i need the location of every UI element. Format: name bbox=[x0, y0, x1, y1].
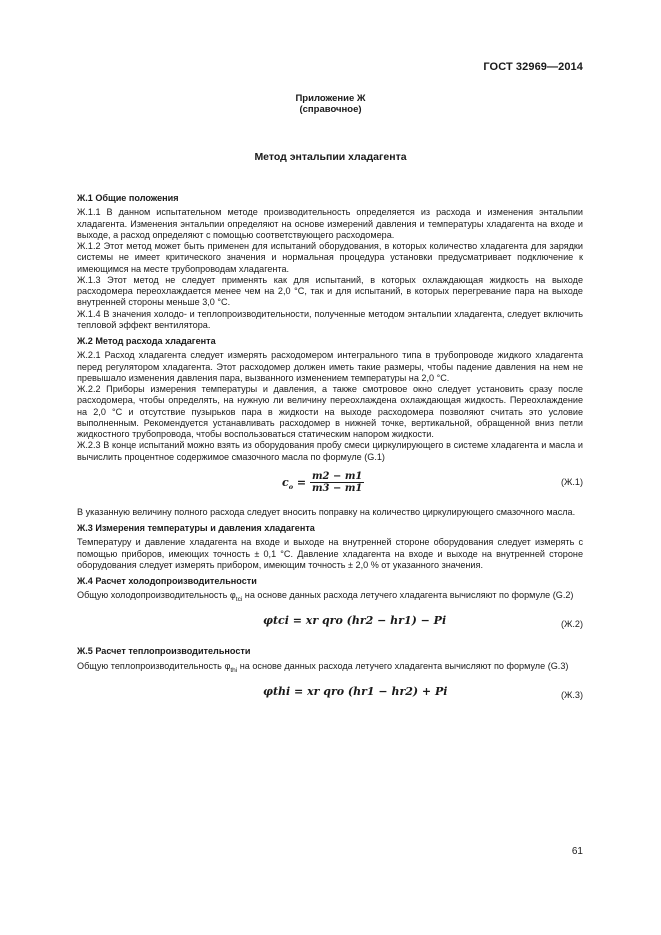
page-number: 61 bbox=[571, 846, 583, 857]
document-title: Метод энтальпии хладагента bbox=[254, 151, 407, 163]
paragraph-1-2: Ж.1.2 Этот метод может быть применен для испытаний оборудования, в которых количество хладагента для зарядки системы не имеет критического значения и нормальная процедура установки предусматривает подключение к имеющимся на месте трубопроводам хладагента. bbox=[77, 241, 583, 274]
formula-1-lhs-sub: o bbox=[288, 482, 294, 491]
formula-1-lhs: c bbox=[282, 475, 289, 489]
formula-1-numerator: m2 − m1 bbox=[311, 470, 363, 482]
paragraph-2-2: Ж.2.2 Приборы измерения температуры и давления, а также смотровое окно следует установить сразу после расходомера, чтобы определять, на нужную ли величину переохлаждена охлаждающая жидкость. Переохлаждение на 2,0 °С и отсутствие пузырьков пара в жидкости на выходе расходомера позволяют считать это условие выполненным. Рекомендуется устанавливать расходомер в нижней точке, вертикальной, обращенной вниз петли жидкостного трубопровода, чтобы воспользоваться статическим напором жидкости. bbox=[77, 384, 583, 439]
paragraph-2-1: Ж.2.1 Расход хладагента следует измерять расходомером интегрального типа в трубопроводе жидкого хладагента перед регулятором хладагента. Этот расходомер должен иметь такие размеры, чтобы падение давления на нем не превышало изменения давления пара, вызванного изменением температуры на 2,0 °С. bbox=[77, 350, 583, 383]
appendix-title: Приложение Ж bbox=[295, 93, 366, 104]
formula-2-expression: φtci = xr qro (hr2 − hr1) − Pi bbox=[263, 614, 447, 628]
section-heading-3: Ж.3 Измерения температуры и давления хладагента bbox=[77, 523, 315, 533]
paragraph-3-1: Температуру и давление хладагента на входе и выходе на внутренней стороне оборудования следует измерять с помощью приборов, имеющих точность ± 0,1 °С. Давление хладагента на входе и выходе на внутренней стороне оборудования следует измерять прибором, имеющим точность ± 2,0 % от указанного значения. bbox=[77, 537, 583, 570]
formula-3-label: (Ж.3) bbox=[560, 689, 583, 700]
paragraph-2-3: Ж.2.3 В конце испытаний можно взять из оборудования пробу смеси циркулирующего в системе хладагента и масла и вычислить процентное содержимое смазочного масла по формуле (G.1) bbox=[77, 440, 583, 462]
document-body bbox=[77, 193, 583, 717]
formula-1-fraction bbox=[310, 471, 364, 495]
formula-2-label: (Ж.2) bbox=[560, 619, 583, 630]
paragraph-1-3: Ж.1.3 Этот метод не следует применять как для испытаний, в которых охлаждающая жидкость на выходе расходомера переохлаждается менее чем на 2,0 °С, так и для испытаний, в которых перегревание пара на выходе внутренней стороны меньше 3,0 °С. bbox=[77, 274, 583, 308]
paragraph-2-4: В указанную величину полного расхода следует вносить поправку на количество циркулирующего смазочного масла. bbox=[77, 506, 576, 517]
section-heading-5: Ж.5 Расчет теплопроизводительности bbox=[77, 646, 251, 657]
standard-number: ГОСТ 32969—2014 bbox=[483, 61, 583, 73]
paragraph-5-1: Общую теплопроизводительность $\varphi_{thi}$ на основе данных расхода летучего хладагента вычисляют по формуле (G.3) bbox=[77, 660, 569, 674]
formula-1-expression: $c_o$ = $\frac{m2 - m1}{m3 - m1}$ bbox=[282, 470, 363, 494]
paragraph-4-1: Общую холодопроизводительность $\varphi_{tci}$ на основе данных расхода летучего хладагента вычисляют по формуле (G.2) bbox=[77, 590, 574, 604]
paragraph-1-1: Ж.1.1 В данном испытательном методе производительность определяется из расхода и изменения энтальпии хладагента. Изменения энтальпии определяют на основе измерений давления и температуры хладагента на входе и выходе, а расход определяют с помощью соответствующего расходомера. bbox=[77, 207, 583, 240]
formula-1-label: (Ж.1) bbox=[560, 476, 583, 487]
section-heading-2: Ж.2 Метод расхода хладагента bbox=[77, 336, 216, 346]
formula-1-denominator: m3 − m1 bbox=[311, 483, 363, 494]
formula-2 bbox=[77, 613, 583, 640]
appendix-heading bbox=[0, 93, 661, 115]
section-heading-4: Ж.4 Расчет холодопроизводительности bbox=[77, 576, 257, 586]
formula-1 bbox=[77, 471, 583, 501]
section-heading-1: Ж.1 Общие положения bbox=[77, 193, 179, 203]
formula-3-expression: φthi = xr qro (hr1 − hr2) + Pi bbox=[263, 684, 448, 698]
paragraph-1-4: Ж.1.4 В значения холодо- и теплопроизводительности, полученные методом энтальпии хладагента, следует включить тепловой эффект вентилятора. bbox=[77, 308, 583, 330]
appendix-subtitle: (справочное) bbox=[299, 104, 362, 115]
formula-3 bbox=[77, 684, 583, 711]
